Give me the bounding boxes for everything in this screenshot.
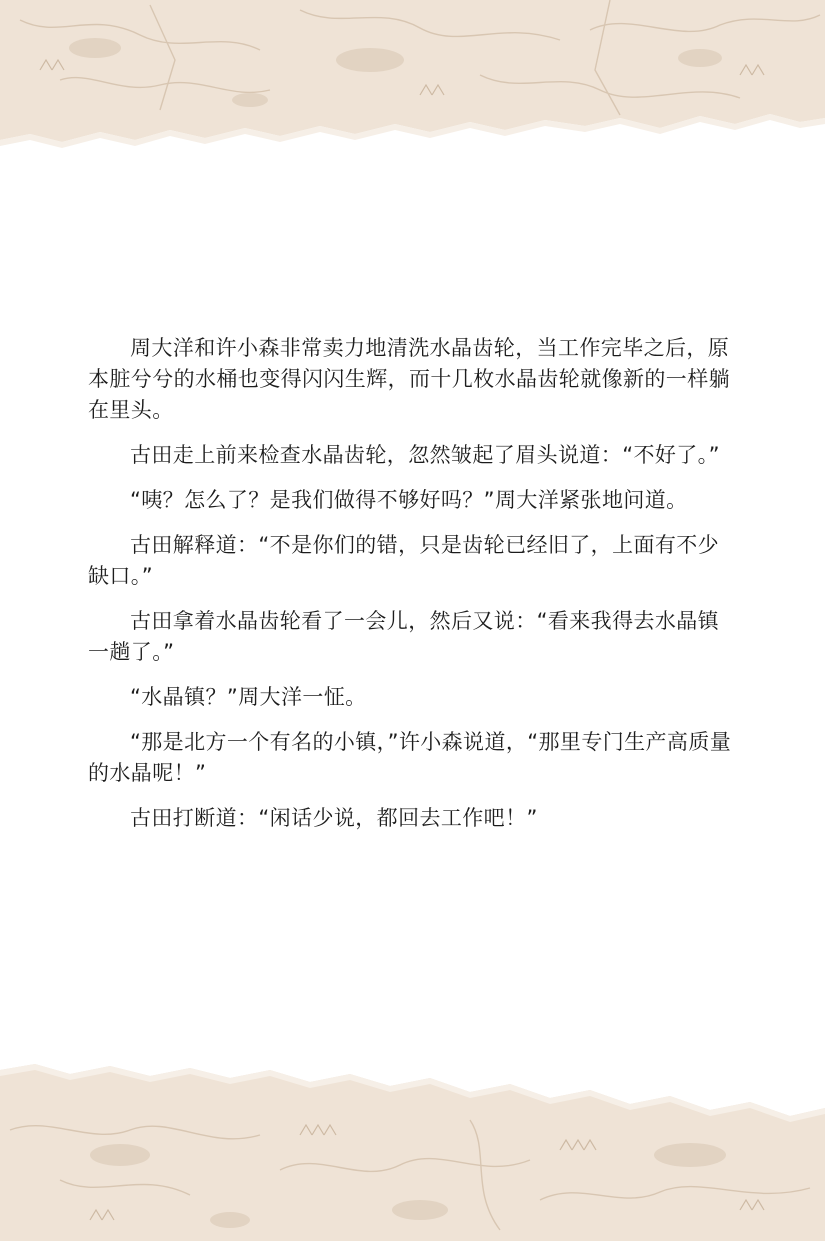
story-paragraph: “咦？怎么了？是我们做得不够好吗？”周大洋紧张地问道。 <box>130 488 688 512</box>
bottom-decorative-map-border <box>0 1060 825 1241</box>
top-decorative-map-border <box>0 0 825 160</box>
story-paragraph: 古田打断道：“闲话少说，都回去工作吧！” <box>130 806 538 830</box>
story-paragraph: 古田拿着水晶齿轮看了一会儿，然后又说：“看来我得去水晶镇一趟了。” <box>88 609 720 664</box>
story-text-block <box>88 333 738 848</box>
story-paragraph: 周大洋和许小森非常卖力地清洗水晶齿轮，当工作完毕之后，原本脏兮兮的水桶也变得闪闪生辉，而十几枚水晶齿轮就像新的一样躺在里头。 <box>88 336 730 422</box>
story-paragraph: “水晶镇？”周大洋一怔。 <box>130 685 367 709</box>
story-paragraph: 古田走上前来检查水晶齿轮，忽然皱起了眉头说道：“不好了。” <box>130 443 720 467</box>
story-paragraph: “那是北方一个有名的小镇，”许小森说道，“那里专门生产高质量的水晶呢！” <box>88 730 732 785</box>
torn-paper-map-bottom-image <box>0 1060 825 1241</box>
story-paragraph: 古田解释道：“不是你们的错，只是齿轮已经旧了，上面有不少缺口。” <box>88 533 720 588</box>
torn-paper-map-top-image <box>0 0 825 160</box>
